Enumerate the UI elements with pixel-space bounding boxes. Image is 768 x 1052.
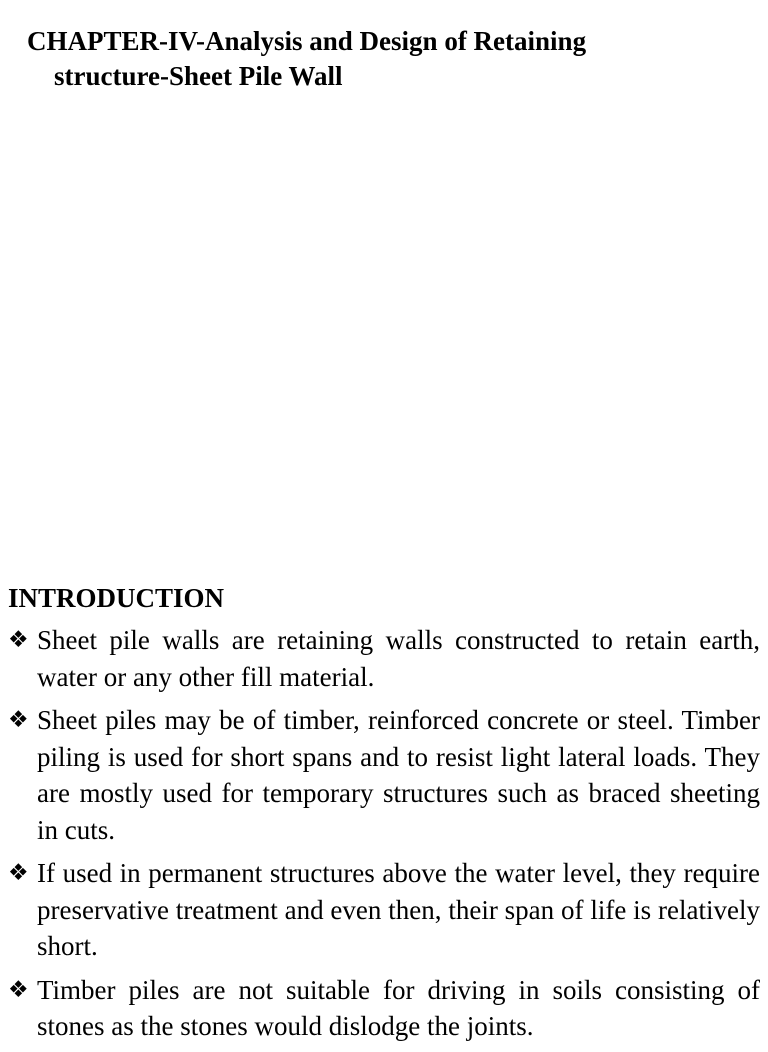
four-diamond-bullet-icon: ❖ [8, 976, 29, 1003]
chapter-title-line-1: CHAPTER-IV-Analysis and Design of Retaining [27, 26, 587, 56]
list-item [8, 972, 760, 1045]
list-item [8, 622, 760, 695]
four-diamond-bullet-icon: ❖ [8, 860, 29, 886]
list-item [8, 855, 760, 965]
section-heading: INTRODUCTION [8, 583, 225, 613]
chapter-title-line-2: structure-Sheet Pile Wall [54, 61, 343, 91]
introduction-slide [0, 578, 768, 1041]
four-diamond-bullet-icon: ❖ [8, 627, 29, 653]
list-item [8, 702, 760, 848]
chapter-title [27, 24, 727, 94]
bullet-text: Timber piles are not suitable for driving in soils consisting of stones as the stones would dislodge the joints. [37, 974, 760, 1041]
bullet-text: Sheet piles may be of timber, reinforced concrete or steel. Timber piling is used for short spans and to resist light lateral loads. They are mostly used for temporary structures such as braced sheeting in cuts. [37, 705, 760, 845]
bullet-text: If used in permanent structures above the water level, they require preservative treatment and even then, their span of life is relatively short. [37, 858, 760, 961]
bullet-list [8, 622, 760, 1052]
bullet-text: Sheet pile walls are retaining walls constructed to retain earth, water or any other fill material. [37, 625, 760, 692]
four-diamond-bullet-icon: ❖ [8, 707, 29, 733]
